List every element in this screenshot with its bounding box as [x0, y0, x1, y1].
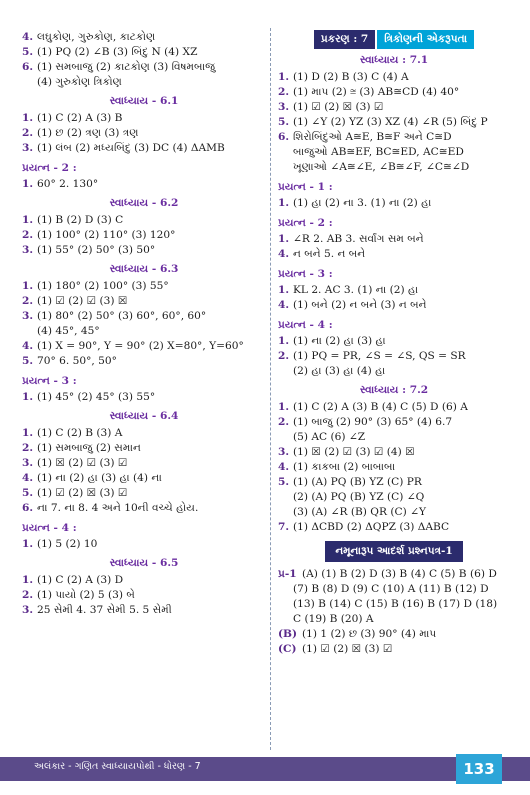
answer-number: 1.	[278, 71, 290, 83]
answer-text: (1) ☑ (2) ☒ (3) ☑	[37, 487, 128, 499]
exercise-heading: સ્વાધ્યાય - 6.4	[109, 410, 179, 422]
answer-row	[278, 130, 510, 145]
answer-number: 1.	[22, 538, 34, 550]
answer-text: (1) 100° (2) 110° (3) 120°	[37, 229, 176, 241]
answer-row	[22, 588, 266, 603]
answer-row	[278, 400, 510, 415]
answer-number: 4.	[278, 248, 290, 260]
answer-row	[278, 283, 510, 298]
answer-text: 60° 2. 130°	[37, 178, 99, 190]
answer-text: 70° 6. 50°, 50°	[37, 355, 117, 367]
answer-text: (1) લંબ (2) મધ્યબિંદુ (3) DC (4) ΔAMB	[37, 142, 225, 154]
answer-number: 2.	[22, 589, 34, 601]
attempt-heading: પ્રયત્ન - 4 :	[22, 522, 77, 534]
answer-row	[278, 85, 510, 100]
model-paper-banner	[278, 541, 510, 562]
answer-row	[278, 349, 510, 364]
chapter-title: ત્રિકોણની એકરૂપતા	[377, 30, 474, 49]
answer-number: પ્ર-1	[278, 568, 297, 580]
answer-text: (1) C (2) A (3) D	[37, 574, 124, 586]
answer-text: (1) છ (2) ત્રણ (3) ત્રણ	[37, 127, 139, 139]
answer-row	[278, 445, 510, 460]
answer-number: 1.	[22, 178, 34, 190]
answer-number: 4.	[278, 461, 290, 473]
attempt-heading: પ્રયત્ન - 2 :	[22, 162, 77, 174]
answer-text: KL 2. AC 3. (1) ના (2) હા	[293, 284, 419, 296]
answer-row	[22, 573, 266, 588]
answer-row	[22, 390, 266, 405]
exercise-heading: સ્વાધ્યાય : 7.1	[359, 54, 429, 66]
answer-text: (1) પાયો (2) 5 (3) બે	[37, 589, 135, 601]
attempt-heading: પ્રયત્ન - 3 :	[22, 375, 77, 387]
answer-row	[22, 213, 266, 228]
answer-number: 1.	[22, 391, 34, 403]
answer-number: 2.	[278, 350, 290, 362]
answer-number: 3.	[278, 101, 290, 113]
answer-text: (1) 55° (2) 50° (3) 50°	[37, 244, 156, 256]
answer-text: શિરોબિંદુઓ A≅E, B≅F અને C≅D	[293, 131, 452, 143]
answer-number: 3.	[22, 244, 34, 256]
answer-row	[278, 567, 510, 582]
answer-continuation: (4) ગુરુકોણ ત્રિકોણ	[37, 76, 122, 88]
answer-text: (1) કાકબા (2) બાબાબા	[293, 461, 396, 473]
chapter-header	[278, 30, 510, 49]
answer-row	[22, 426, 266, 441]
answer-number: 2.	[22, 127, 34, 139]
answer-number: 3.	[22, 604, 34, 616]
answer-number: 7.	[278, 521, 290, 533]
answer-row	[22, 294, 266, 309]
chapter-number: પ્રકરણ : 7	[314, 30, 375, 49]
answer-row	[22, 60, 266, 75]
answer-number: 1.	[278, 284, 290, 296]
answer-number: 5.	[22, 487, 34, 499]
answer-text: ∠R 2. AB 3. સર્વાંગ સમ બને	[293, 233, 424, 245]
answer-row	[22, 486, 266, 501]
exercise-heading: સ્વાધ્યાય - 6.5	[109, 557, 179, 569]
answer-text: (1) ☑ (2) ☒ (3) ☑	[293, 101, 384, 113]
answer-number: 3.	[22, 310, 34, 322]
answer-row	[278, 100, 510, 115]
answer-text: (1) ΔCBD (2) ΔQPZ (3) ΔABC	[293, 521, 450, 533]
exercise-heading: સ્વાધ્યાય - 6.2	[109, 197, 179, 209]
exercise-heading: સ્વાધ્યાય - 6.3	[109, 263, 179, 275]
right-answer-column	[278, 30, 510, 657]
answer-row	[22, 279, 266, 294]
answer-number: 2.	[278, 416, 290, 428]
answer-row	[22, 603, 266, 618]
answer-text: (1) ☑ (2) ☑ (3) ☒	[37, 295, 128, 307]
answer-text: (1) D (2) B (3) C (4) A	[293, 71, 409, 83]
answer-continuation: (2) (A) PQ (B) YZ (C) ∠Q	[293, 491, 425, 503]
answer-text: (1) હા (2) ના 3. (1) ના (2) હા	[293, 197, 432, 209]
answer-number: 2.	[278, 86, 290, 98]
answer-number: 2.	[22, 442, 34, 454]
answer-text: (1) (A) PQ (B) YZ (C) PR	[293, 476, 422, 488]
answer-text: લઘુકોણ, ગુરુકોણ, કાટકોણ	[37, 31, 156, 43]
answer-text: ના 7. ના 8. 4 અને 10ની વચ્ચે હોય.	[37, 502, 199, 514]
answer-text: (1) બાજુ (2) 90° (3) 65° (4) 6.7	[293, 416, 453, 428]
answer-row	[278, 247, 510, 262]
answer-row	[22, 141, 266, 156]
answer-row	[22, 30, 266, 45]
answer-continuation: (7) B (8) D (9) C (10) A (11) B (12) D	[293, 583, 489, 595]
answer-continuation: (5) AC (6) ∠Z	[293, 431, 366, 443]
answer-continuation: (4) 45°, 45°	[37, 325, 100, 337]
answer-row	[278, 196, 510, 211]
answer-continuation: C (19) B (20) A	[293, 613, 374, 625]
answer-continuation: (13) B (14) C (15) B (16) B (17) D (18)	[293, 598, 498, 610]
answer-number: 1.	[22, 112, 34, 124]
answer-number: 5.	[22, 46, 34, 58]
answer-number: 4.	[22, 31, 34, 43]
answer-number: 1.	[278, 233, 290, 245]
answer-number: 5.	[278, 116, 290, 128]
answer-continuation: બાજુઓ AB≅EF, BC≅ED, AC≅ED	[293, 146, 464, 158]
answer-text: (1) 45° (2) 45° (3) 55°	[37, 391, 156, 403]
answer-number: 3.	[22, 457, 34, 469]
answer-text: (1) X = 90°, Y = 90° (2) X=80°, Y=60°	[37, 340, 244, 352]
answer-row	[22, 441, 266, 456]
answer-number: 3.	[22, 142, 34, 154]
answer-row	[22, 471, 266, 486]
answer-row	[22, 126, 266, 141]
answer-row	[278, 334, 510, 349]
left-answer-column	[22, 30, 266, 618]
exercise-heading: સ્વાધ્યાય : 7.2	[359, 384, 429, 396]
answer-text: (1) ☒ (2) ☑ (3) ☑ (4) ☒	[293, 446, 415, 458]
answer-number: 6.	[278, 131, 290, 143]
answer-number: 4.	[22, 472, 34, 484]
answer-text: (1) ☒ (2) ☑ (3) ☑	[37, 457, 128, 469]
answer-text: (1) બને (2) ન બને (3) ન બને	[293, 299, 427, 311]
attempt-heading: પ્રયત્ન - 1 :	[278, 181, 333, 193]
answer-row	[22, 339, 266, 354]
answer-row	[278, 475, 510, 490]
answer-text: (1) ના (2) હા (3) હા	[293, 335, 386, 347]
answer-text: (1) ☑ (2) ☒ (3) ☑	[302, 643, 393, 655]
answer-number: 4.	[22, 340, 34, 352]
answer-text: (1) માપ (2) ≅ (3) AB≅CD (4) 40°	[293, 86, 460, 98]
answer-row	[22, 354, 266, 369]
answer-number: (C)	[278, 643, 297, 655]
page-number: 133	[456, 754, 502, 784]
answer-row	[22, 537, 266, 552]
answer-number: 1.	[22, 214, 34, 226]
answer-number: 6.	[22, 61, 34, 73]
answer-text: ન બને 5. ન બને	[293, 248, 366, 260]
column-divider	[270, 28, 271, 750]
answer-text: (1) PQ = PR, ∠S = ∠S, QS = SR	[293, 350, 466, 362]
answer-number: 2.	[22, 229, 34, 241]
answer-continuation: ખૂણાઓ ∠A≅∠E, ∠B≅∠F, ∠C≅∠D	[293, 161, 470, 173]
answer-text: 25 સેમી 4. 37 સેમી 5. 5 સેમી	[37, 604, 172, 616]
answer-number: (B)	[278, 628, 297, 640]
answer-text: (1) 1 (2) છ (3) 90° (4) માપ	[302, 628, 437, 640]
answer-text: (1) B (2) D (3) C	[37, 214, 124, 226]
model-paper-title: નમૂનારૂપ આદર્શ પ્રશ્નપત્ર-1	[325, 541, 462, 562]
answer-number: 5.	[278, 476, 290, 488]
answer-continuation: (3) (A) ∠R (B) QR (C) ∠Y	[293, 506, 426, 518]
answer-row	[278, 520, 510, 535]
footer-book-title: અલંકાર - ગણિત સ્વાધ્યાયપોથી - ધોરણ - 7	[34, 761, 201, 772]
answer-text: (A) (1) B (2) D (3) B (4) C (5) B (6) D	[302, 568, 497, 580]
answer-row	[278, 70, 510, 85]
answer-text: (1) 5 (2) 10	[37, 538, 98, 550]
answer-number: 1.	[278, 335, 290, 347]
answer-row	[22, 456, 266, 471]
answer-text: (1) C (2) A (3) B	[37, 112, 123, 124]
answer-number: 1.	[278, 197, 290, 209]
answer-row	[278, 232, 510, 247]
answer-row	[278, 298, 510, 313]
answer-row	[278, 460, 510, 475]
answer-text: (1) ∠Y (2) YZ (3) XZ (4) ∠R (5) બિંદુ P	[293, 116, 488, 128]
answer-number: 2.	[22, 295, 34, 307]
answer-text: (1) 80° (2) 50° (3) 60°, 60°, 60°	[37, 310, 207, 322]
answer-text: (1) C (2) B (3) A	[37, 427, 123, 439]
answer-row	[278, 627, 510, 642]
answer-text: (1) સમબાજુ (2) કાટકોણ (3) વિષમબાજુ	[37, 61, 216, 73]
exercise-heading: સ્વાધ્યાય - 6.1	[109, 95, 179, 107]
answer-row	[278, 415, 510, 430]
answer-text: (1) C (2) A (3) B (4) C (5) D (6) A	[293, 401, 468, 413]
answer-number: 1.	[22, 574, 34, 586]
answer-text: (1) સમબાજુ (2) સમાન	[37, 442, 141, 454]
answer-text: (1) PQ (2) ∠B (3) બિંદુ N (4) XZ	[37, 46, 198, 58]
answer-row	[22, 111, 266, 126]
answer-number: 1.	[278, 401, 290, 413]
answer-number: 5.	[22, 355, 34, 367]
answer-number: 1.	[22, 427, 34, 439]
attempt-heading: પ્રયત્ન - 2 :	[278, 217, 333, 229]
answer-number: 4.	[278, 299, 290, 311]
answer-row	[278, 115, 510, 130]
attempt-heading: પ્રયત્ન - 3 :	[278, 268, 333, 280]
answer-number: 3.	[278, 446, 290, 458]
attempt-heading: પ્રયત્ન - 4 :	[278, 319, 333, 331]
answer-continuation: (2) હા (3) હા (4) હા	[293, 365, 386, 377]
answer-row	[22, 309, 266, 324]
answer-text: (1) 180° (2) 100° (3) 55°	[37, 280, 169, 292]
answer-row	[22, 228, 266, 243]
answer-row	[278, 642, 510, 657]
answer-row	[22, 501, 266, 516]
answer-row	[22, 243, 266, 258]
answer-number: 1.	[22, 280, 34, 292]
answer-text: (1) ના (2) હા (3) હા (4) ના	[37, 472, 162, 484]
answer-row	[22, 45, 266, 60]
answer-number: 6.	[22, 502, 34, 514]
answer-row	[22, 177, 266, 192]
